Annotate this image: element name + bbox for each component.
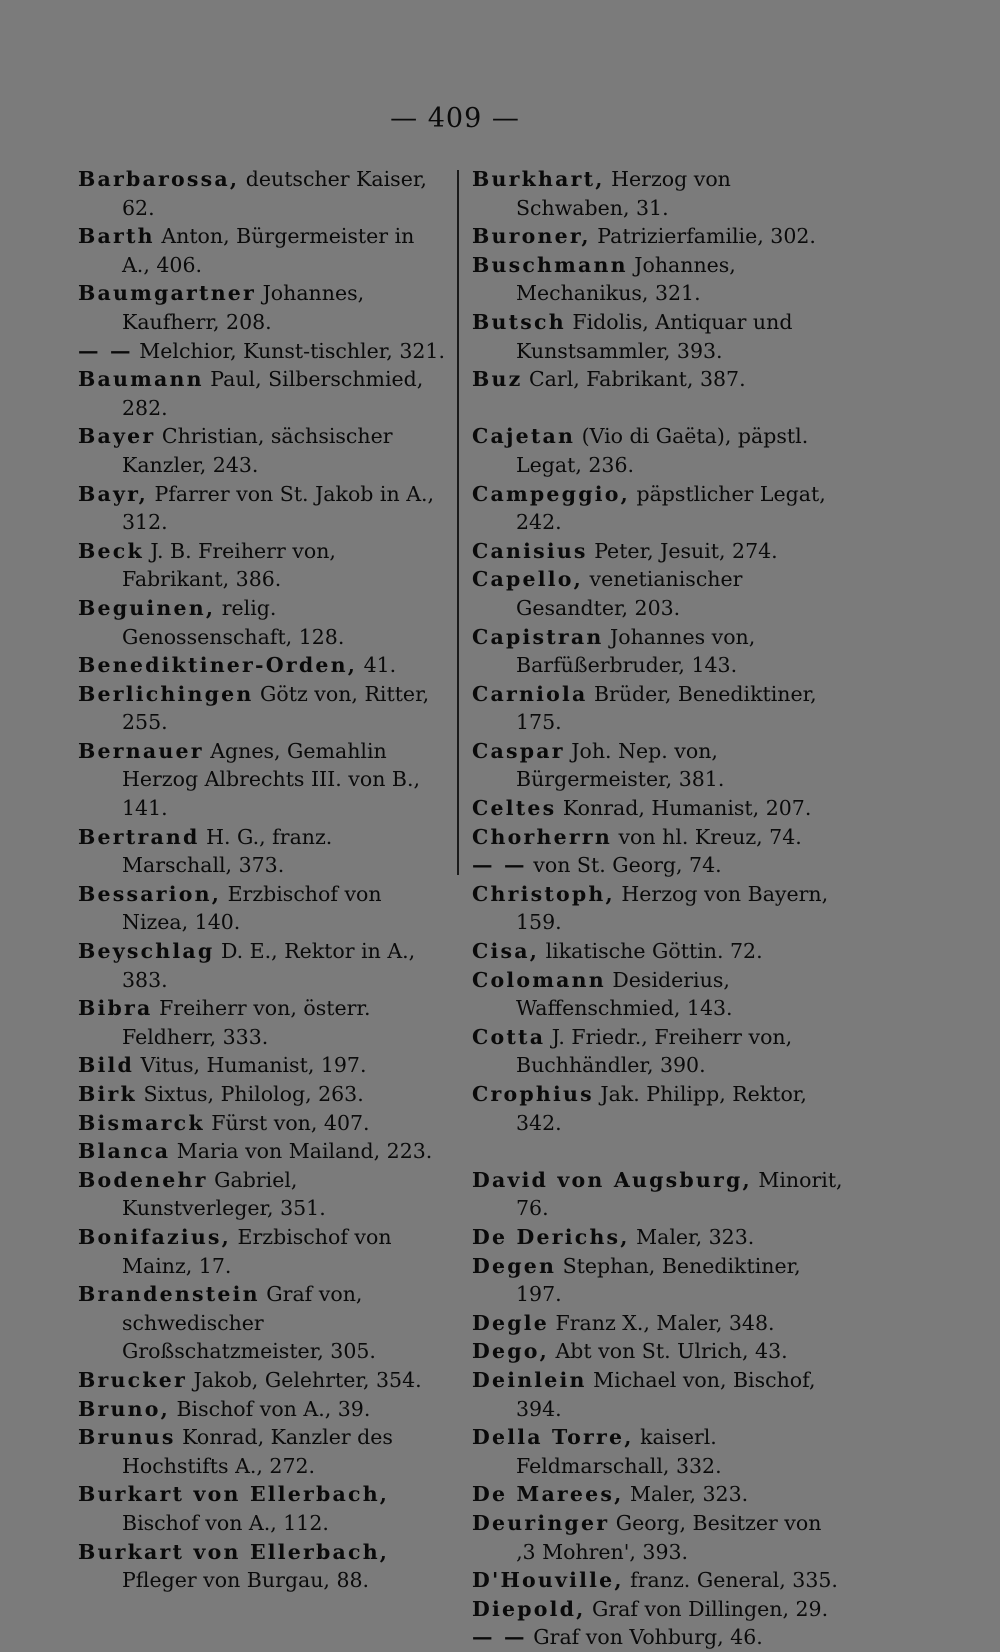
index-entry [472, 537, 844, 566]
index-entry [472, 823, 844, 852]
index-entry [78, 937, 448, 994]
entry-text: J. B. Freiherr von, Fabrikant, 386. [122, 538, 336, 592]
index-entry [472, 1080, 844, 1137]
entry-text: Freiherr von, österr. Feldherr, 333. [122, 996, 371, 1049]
index-entry [472, 308, 844, 365]
entry-name: Bessarion, [78, 881, 222, 906]
entry-text: von hl. Kreuz, 74. [611, 824, 802, 849]
entry-text: Herzog von Bayern, 159. [516, 881, 829, 935]
index-entry [78, 422, 448, 479]
entry-name: Cotta [472, 1024, 546, 1049]
entry-text: Joh. Nep. von, Bürgermeister, 381. [516, 738, 725, 792]
index-column-left [78, 165, 448, 1595]
entry-text: Konrad, Humanist, 207. [556, 796, 812, 821]
entry-name: David von Augsburg, [472, 1167, 752, 1192]
entry-text: relig. Genossenschaft, 128. [122, 595, 345, 649]
entry-name: Buz [472, 367, 523, 392]
entry-text: Maler, 323. [629, 1224, 755, 1249]
index-entry [78, 737, 448, 823]
entry-name: Bismarck [78, 1110, 205, 1135]
index-entry [472, 1509, 844, 1566]
index-entry [472, 851, 844, 880]
entry-name: De Marees, [472, 1482, 624, 1507]
entry-text: Jak. Philipp, Rektor, 342. [516, 1082, 807, 1135]
index-entry [472, 1366, 844, 1423]
entry-name: Buroner, [472, 224, 591, 249]
group-gap [472, 394, 844, 423]
entry-name: Burkart von Ellerbach, [78, 1539, 390, 1564]
entry-name: — — [78, 338, 133, 363]
entry-text: Franz X., Maler, 348. [548, 1310, 775, 1335]
entry-text: Stephan, Benediktiner, 197. [516, 1253, 801, 1307]
entry-text: Maria von Mailand, 223. [170, 1139, 433, 1164]
entry-name: Burkart von Ellerbach, [78, 1482, 390, 1507]
index-entry [78, 1280, 448, 1366]
entry-name: Bruno, [78, 1396, 170, 1421]
index-entry [472, 1252, 844, 1309]
index-entry [78, 994, 448, 1051]
entry-name: Capistran [472, 624, 604, 649]
index-entry [472, 1423, 844, 1480]
entry-name: Crophius [472, 1082, 594, 1106]
column-divider [457, 170, 459, 875]
entry-name: Della Torre, [472, 1425, 634, 1450]
index-entry [78, 651, 448, 680]
entry-text: Melchior, Kunst-tischler, 321. [132, 338, 445, 363]
index-entry [472, 794, 844, 823]
entry-text: Graf von, schwedischer Großschatzmeister, 305. [122, 1282, 376, 1364]
index-entry [472, 880, 844, 937]
entry-text: Erzbischof von Mainz, 17. [122, 1224, 392, 1278]
entry-text: Christian, sächsischer Kanzler, 243. [122, 424, 393, 477]
index-entry [78, 1423, 448, 1480]
index-entry [472, 365, 844, 394]
entry-text: Pfarrer von St. Jakob in A., 312. [122, 481, 435, 535]
entry-text: Anton, Bürgermeister in A., 406. [122, 224, 415, 277]
entry-text: Agnes, Gemahlin Herzog Albrechts III. von B., 141. [122, 738, 421, 821]
entry-name: Bertrand [78, 824, 200, 849]
entry-text: Minorit, 76. [516, 1167, 843, 1221]
index-entry [78, 1538, 448, 1595]
entry-text: Bischof von A., 112. [122, 1510, 329, 1535]
index-entry [472, 1595, 844, 1624]
index-entry [78, 480, 448, 537]
index-entry [78, 1109, 448, 1138]
index-entry [78, 537, 448, 594]
index-entry [472, 737, 844, 794]
entry-name: Caspar [472, 738, 565, 763]
entry-name: Burkhart, [472, 167, 605, 191]
entry-text: (Vio di Gaëta), päpstl. Legat, 236. [516, 424, 809, 477]
entry-text: D. E., Rektor in A., 383. [122, 939, 416, 992]
entry-name: Deuringer [472, 1510, 610, 1535]
entry-text: Pfleger von Burgau, 88. [122, 1568, 370, 1593]
index-entry [472, 480, 844, 537]
entry-name: Carniola [472, 681, 588, 706]
index-entry [78, 1137, 448, 1166]
entry-name: — — [472, 853, 527, 878]
entry-text: Desiderius, Waffenschmied, 143. [516, 967, 733, 1021]
entry-name: Barbarossa, [78, 167, 240, 191]
entry-name: Beyschlag [78, 939, 215, 964]
entry-text: Paul, Silberschmied, 282. [122, 367, 424, 420]
entry-text: von St. Georg, 74. [526, 853, 722, 878]
entry-name: Bodenehr [78, 1167, 208, 1192]
index-entry [472, 1166, 844, 1223]
entry-name: Berlichingen [78, 681, 254, 706]
entry-name: Bayer [78, 424, 156, 449]
entry-text: Graf von Dillingen, 29. [585, 1596, 829, 1621]
entry-text: 41. [357, 653, 397, 678]
index-entry [472, 422, 844, 479]
entry-name: De Derichs, [472, 1224, 630, 1249]
index-entry [472, 1309, 844, 1338]
entry-name: Bild [78, 1053, 135, 1078]
entry-text: Brüder, Benediktiner, 175. [516, 681, 817, 735]
group-gap [472, 1137, 844, 1166]
entry-text: Peter, Jesuit, 274. [587, 538, 778, 563]
entry-text: Jakob, Gelehrter, 354. [186, 1367, 422, 1392]
entry-name: Benediktiner-Orden, [78, 653, 358, 678]
entry-name: Birk [78, 1082, 137, 1106]
entry-name: Baumgartner [78, 281, 257, 306]
index-entry [78, 880, 448, 937]
entry-text: deutscher Kaiser, 62. [122, 167, 427, 220]
entry-text: Erzbischof von Nizea, 140. [122, 881, 382, 935]
page-number: — 409 — [390, 103, 520, 134]
entry-text: Konrad, Kanzler des Hochstifts A., 272. [122, 1425, 393, 1478]
entry-text: Vitus, Humanist, 197. [134, 1053, 367, 1078]
index-entry [472, 1337, 844, 1366]
index-entry [472, 680, 844, 737]
entry-name: Deinlein [472, 1367, 587, 1392]
entry-name: Diepold, [472, 1596, 586, 1621]
entry-name: Brandenstein [78, 1282, 260, 1307]
entry-text: Abt von St. Ulrich, 43. [548, 1339, 788, 1364]
index-entry [78, 1480, 448, 1537]
entry-text: venetianischer Gesandter, 203. [516, 567, 743, 620]
entry-text: Johannes von, Barfüßerbruder, 143. [516, 624, 756, 678]
entry-text: franz. General, 335. [623, 1568, 838, 1593]
index-entry [472, 623, 844, 680]
entry-text: Fidolis, Antiquar und Kunstsammler, 393. [516, 309, 793, 363]
entry-text: Johannes, Kaufherr, 208. [122, 281, 365, 334]
index-entry [472, 565, 844, 622]
entry-text: J. Friedr., Freiherr von, Buchhändler, 390. [516, 1024, 793, 1078]
entry-name: Degen [472, 1253, 557, 1278]
entry-text: Götz von, Ritter, 255. [122, 681, 430, 735]
index-entry [472, 1623, 844, 1652]
entry-name: Brucker [78, 1367, 187, 1392]
index-group-b [472, 165, 844, 394]
entry-text: Maler, 323. [623, 1482, 749, 1507]
index-entry [472, 251, 844, 308]
entry-text: päpstlicher Legat, 242. [516, 481, 826, 535]
entry-text: H. G., franz. Marschall, 373. [122, 824, 333, 878]
entry-name: Celtes [472, 796, 557, 821]
entry-name: Cajetan [472, 424, 576, 449]
entry-name: Barth [78, 224, 155, 249]
entry-text: Gabriel, Kunstverleger, 351. [122, 1167, 326, 1221]
index-group-d [472, 1166, 844, 1652]
entry-text: Carl, Fabrikant, 387. [522, 367, 746, 392]
index-entry [78, 1223, 448, 1280]
index-entry [78, 680, 448, 737]
index-entry [78, 279, 448, 336]
entry-name: Canisius [472, 538, 588, 563]
entry-name: Beck [78, 538, 144, 563]
entry-name: Cisa, [472, 939, 540, 964]
entry-name: Campeggio, [472, 481, 630, 506]
index-entry [472, 165, 844, 222]
entry-name: Baumann [78, 367, 204, 392]
entry-name: Degle [472, 1310, 549, 1335]
entry-name: Butsch [472, 309, 566, 334]
entry-text: Bischof von A., 39. [169, 1396, 371, 1421]
index-entry [78, 594, 448, 651]
entry-text: likatische Göttin. 72. [539, 939, 763, 964]
entry-name: Bonifazius, [78, 1224, 232, 1249]
entry-text: Sixtus, Philolog, 263. [136, 1082, 364, 1106]
entry-text: Graf von Vohburg, 46. [526, 1625, 763, 1650]
index-entry [78, 1080, 448, 1109]
index-entry [78, 823, 448, 880]
index-entry [78, 1395, 448, 1424]
entry-name: Chorherrn [472, 824, 612, 849]
index-entry [78, 337, 448, 366]
entry-name: Beguinen, [78, 595, 216, 620]
entry-name: Bibra [78, 996, 153, 1021]
index-entry [78, 365, 448, 422]
entry-name: Bayr, [78, 481, 148, 506]
entry-name: Dego, [472, 1339, 549, 1364]
index-entry [78, 1366, 448, 1395]
index-entry [78, 1166, 448, 1223]
entry-name: D'Houville, [472, 1568, 624, 1593]
entry-text: Herzog von Schwaben, 31. [516, 167, 731, 220]
entry-text: Patrizierfamilie, 302. [590, 224, 816, 249]
entry-name: Buschmann [472, 252, 628, 277]
entry-name: Colomann [472, 967, 606, 992]
index-entry [472, 1480, 844, 1509]
entry-text: Fürst von, 407. [204, 1110, 370, 1135]
entry-text: Michael von, Bischof, 394. [516, 1367, 816, 1421]
index-entry [78, 222, 448, 279]
index-entry [472, 222, 844, 251]
entry-name: — — [472, 1625, 527, 1650]
index-entry [472, 937, 844, 966]
index-column-right [472, 165, 844, 1652]
index-group-c [472, 422, 844, 1137]
index-entry [472, 966, 844, 1023]
index-entry [78, 1051, 448, 1080]
entry-name: Brunus [78, 1425, 176, 1450]
index-entry [472, 1023, 844, 1080]
entry-text: Georg, Besitzer von ‚3 Mohren', 393. [516, 1510, 822, 1564]
entry-name: Blanca [78, 1139, 171, 1164]
entry-name: Capello, [472, 567, 583, 592]
index-entry [472, 1223, 844, 1252]
entry-text: kaiserl. Feldmarschall, 332. [516, 1425, 722, 1478]
entry-name: Bernauer [78, 738, 204, 763]
entry-text: Johannes, Mechanikus, 321. [516, 252, 736, 306]
entry-name: Christoph, [472, 881, 615, 906]
index-entry [472, 1566, 844, 1595]
index-entry [78, 165, 448, 222]
